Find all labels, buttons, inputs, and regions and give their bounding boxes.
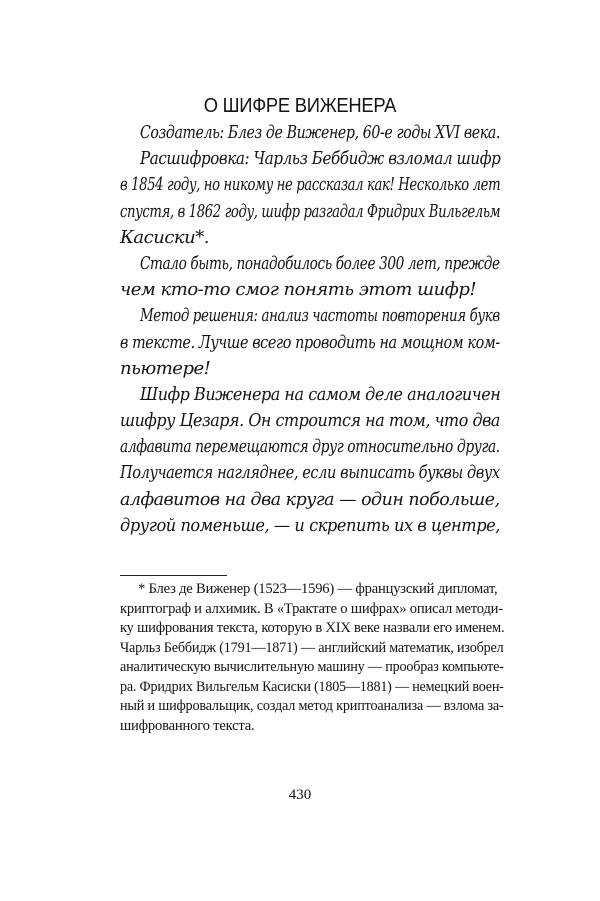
footnote-line: криптограф и алхимик. В «Трактате о шифрах» описал методи- — [120, 600, 503, 617]
text-line: Расшифровка: Чарльз Беббидж взломал шифр — [140, 148, 501, 170]
text-line: Метод решения: анализ частоты повторения букв — [140, 305, 500, 327]
text-line: Стало быть, понадобилось более 300 лет, прежде — [140, 252, 500, 274]
text-line: в 1854 году, но никому не рассказал как! Несколько лет — [120, 174, 501, 196]
section-heading: О ШИФРЕ ВИЖЕНЕРА — [203, 95, 397, 117]
text-line: Создатель: Блез де Виженер, 60-е годы XVI века. — [140, 122, 500, 143]
footnote-line: Чарльз Беббидж (1791—1871) — английский математик, изобрел — [120, 639, 504, 656]
footnote-divider — [120, 575, 227, 576]
text-line: спустя, в 1862 году, шифр разгадал Фридрих Вильгельм — [120, 200, 501, 222]
footnote-line: ный и шифровальщик, создал метод криптоанализа — взлома за- — [120, 698, 504, 714]
page-number: 430 — [288, 787, 312, 803]
footnote-line: * Блез де Виженер (1523—1596) — французский дипломат, — [138, 581, 498, 597]
footnote-line: ку шифрования текста, которую в XIX веке назвали его именем. — [120, 620, 505, 636]
footnote-line: шифрованного текста. — [120, 717, 255, 734]
text-line: другой поменьше, — и скрепить их в центре, — [120, 514, 500, 536]
text-line: алфавита перемещаются друг относительно друга. — [120, 436, 500, 458]
footnote — [120, 580, 504, 736]
text-line: Шифр Виженера на самом деле аналогичен — [140, 383, 501, 405]
main-text — [120, 120, 500, 539]
footnote-line: ра. Фридрих Вильгельм Касиски (1805—1881) — немецкий воен- — [120, 678, 504, 695]
text-line: пьютере! — [120, 357, 211, 379]
text-line: шифру Цезаря. Он строится на том, что два — [120, 410, 500, 432]
text-line: в тексте. Лучше всего проводить на мощном ком- — [120, 331, 500, 353]
text-line: алфавитов на два круга — один побольше, — [120, 488, 500, 510]
footnote-line: аналитическую вычислительную машину — прообраз компьюте- — [120, 659, 504, 675]
text-line: Получается нагляднее, если выписать буквы двух — [120, 462, 500, 484]
text-line: чем кто-то смог понять этот шифр! — [120, 279, 477, 301]
text-line: Касиски*. — [120, 226, 209, 248]
